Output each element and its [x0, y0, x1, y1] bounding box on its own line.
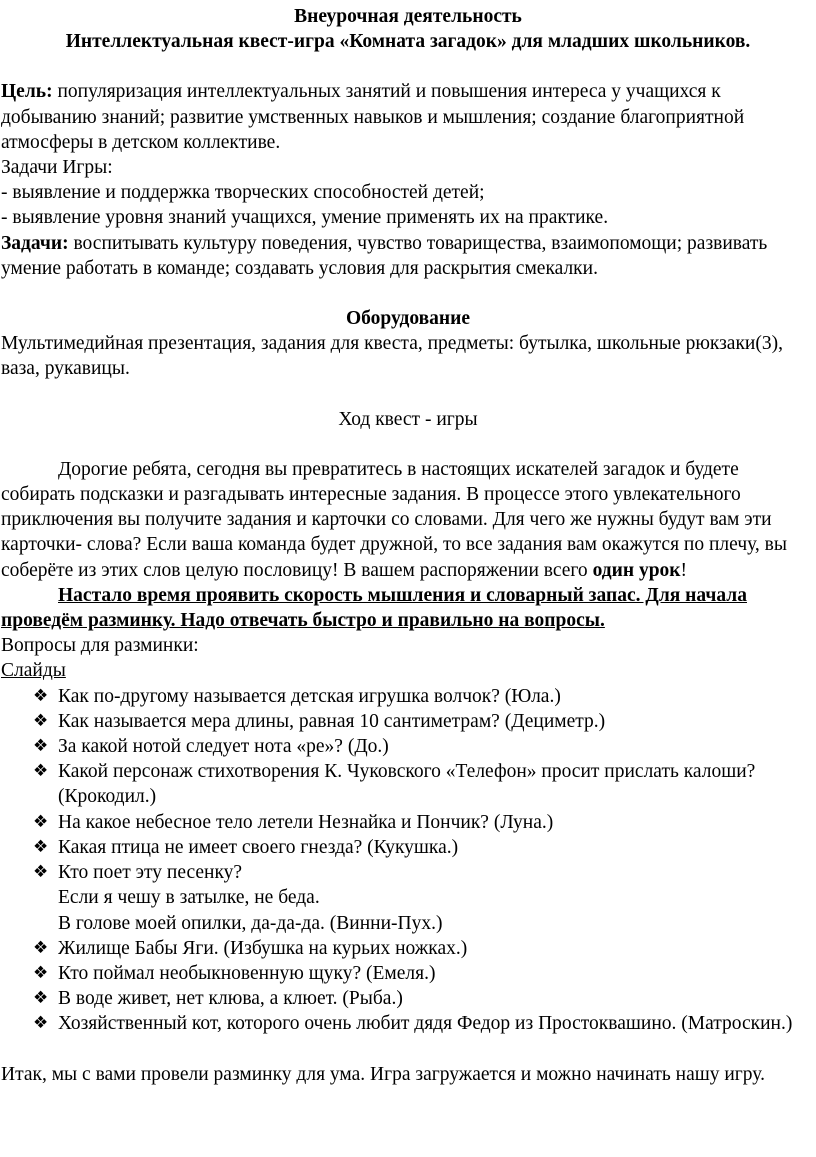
question-list — [0, 684, 816, 1037]
question-text: Какой персонаж стихотворения К. Чуковского «Телефон» просит прислать калоши? (Крокодил.) — [58, 761, 756, 808]
goal-paragraph — [0, 79, 816, 155]
song-line: Если я чешу в затылке, не беда. — [58, 887, 320, 909]
diamond-bullet-icon: ❖ — [33, 761, 49, 782]
diamond-bullet-icon: ❖ — [33, 710, 49, 731]
diamond-bullet-icon: ❖ — [33, 937, 49, 958]
question-text: Как называется мера длины, равная 10 сантиметрам? (Дециметр.) — [58, 710, 606, 732]
equipment-text: Мультимедийная презентация, задания для квеста, предметы: бутылка, школьные рюкзаки(3), ваза, рукавицы. — [1, 333, 783, 380]
warmup-call: Настало время проявить скорость мышления и словарный запас. Для начала проведём разминку. Надо отвечать быстро и правильно на вопросы. — [1, 584, 747, 632]
diamond-bullet-icon: ❖ — [33, 836, 49, 857]
tasks-label: Задачи: — [1, 232, 69, 254]
intro-paragraph — [0, 457, 816, 583]
question-text: Какая птица не имеет своего гнезда? (Кукушка.) — [58, 836, 459, 858]
diamond-bullet-icon: ❖ — [33, 736, 49, 757]
question-text: В воде живет, нет клюва, а клюет. (Рыба.) — [58, 988, 403, 1010]
document-page — [0, 4, 816, 1087]
question-item — [0, 1011, 816, 1036]
equipment-heading: Оборудование — [345, 308, 471, 330]
question-text: Кто поймал необыкновенную щуку? (Емеля.) — [58, 962, 436, 984]
intro-text: Дорогие ребята, сегодня вы превратитесь в настоящих искателей загадок и будете собирать подсказки и разгадывать интересные задания. В процессе этого увлекательного приключения вы получите задания и карточки со словами. Для чего же нужны будут вам эти карточки- слова? Если ваша команда будет дружной, то все задания вам окажутся по плечу, вы соберёте из этих слов целую пословицу! В вашем распоряжении всего — [1, 458, 787, 581]
doc-header-line1: Внеурочная деятельность — [294, 6, 522, 27]
question-text: На какое небесное тело летели Незнайка и Пончик? (Луна.) — [58, 811, 554, 833]
diamond-bullet-icon: ❖ — [33, 988, 49, 1009]
question-item — [0, 961, 816, 986]
question-item — [0, 734, 816, 759]
question-item — [0, 936, 816, 961]
diamond-bullet-icon: ❖ — [33, 1013, 49, 1034]
doc-title: Интеллектуальная квест-игра «Комната загадок» для младших школьников. — [65, 31, 751, 53]
intro-end: ! — [680, 559, 688, 581]
game-task-item: - выявление и поддержка творческих способностей детей; — [1, 182, 485, 204]
question-text: Кто поет эту песенку? — [58, 862, 243, 884]
question-item — [0, 860, 816, 936]
question-text: Хозяйственный кот, которого очень любит дядя Федор из Простоквашино. (Матроскин.) — [58, 1013, 793, 1035]
question-item — [0, 810, 816, 835]
goal-text: популяризация интеллектуальных занятий и повышения интереса у учащихся к добыванию знаний; развитие умственных навыков и мышления; создание благоприятной атмосферы в детском коллективе. — [1, 81, 745, 153]
course-heading: Ход квест - игры — [338, 408, 478, 430]
question-text: За какой нотой следует нота «ре»? (До.) — [58, 736, 389, 758]
song-line: В голове моей опилки, да-да-да. (Винни-Пух.) — [58, 912, 443, 934]
slides-label: Слайды — [1, 660, 66, 682]
question-item — [0, 986, 816, 1011]
goal-label: Цель: — [1, 81, 53, 103]
question-item — [0, 684, 816, 709]
diamond-bullet-icon: ❖ — [33, 685, 49, 706]
question-item — [0, 709, 816, 734]
question-text: Жилище Бабы Яги. (Избушка на курьих ножках.) — [58, 937, 468, 959]
diamond-bullet-icon: ❖ — [33, 862, 49, 883]
question-item — [0, 759, 816, 809]
diamond-bullet-icon: ❖ — [33, 811, 49, 832]
closing-paragraph: Итак, мы с вами провели разминку для ума. Игра загружается и можно начинать нашу игру. — [1, 1063, 765, 1085]
tasks-text: воспитывать культуру поведения, чувство товарищества, взаимопомощи; развивать умение работать в команде; создавать условия для раскрытия смекалки. — [1, 232, 768, 279]
diamond-bullet-icon: ❖ — [33, 962, 49, 983]
question-item — [0, 835, 816, 860]
game-tasks-title: Задачи Игры: — [1, 157, 113, 179]
question-text: Как по-другому называется детская игрушка волчок? (Юла.) — [58, 685, 561, 707]
game-task-item: - выявление уровня знаний учащихся, умение применять их на практике. — [1, 207, 609, 229]
warmup-label: Вопросы для разминки: — [1, 635, 199, 657]
intro-emphasis: один урок — [592, 559, 681, 581]
tasks-paragraph — [0, 231, 816, 281]
